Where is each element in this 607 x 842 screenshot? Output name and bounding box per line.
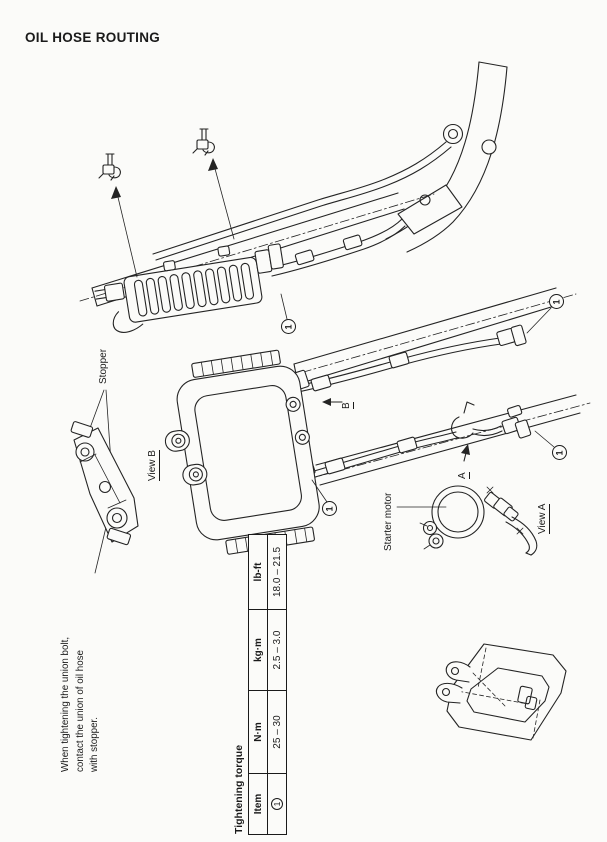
- view-a-label: View A: [537, 503, 548, 534]
- note-line: contact the union of oil hose: [74, 649, 86, 772]
- direction-a-label: A: [457, 472, 468, 479]
- bracket-drawing: [436, 644, 566, 740]
- view-b-label: View B: [147, 450, 158, 481]
- stopper-drawing: [71, 390, 138, 573]
- page-title: OIL HOSE ROUTING: [25, 30, 161, 45]
- torque-item-cell: 1: [268, 774, 287, 835]
- direction-b-arrow: [322, 398, 342, 406]
- starter-motor-label: Starter motor: [383, 492, 394, 551]
- pointer-arrow: [214, 165, 234, 239]
- union-bolt-note: [59, 637, 103, 772]
- direction-b-label: B: [341, 402, 352, 409]
- torque-table-row: [268, 535, 287, 835]
- cooler-assembly-drawing: [154, 288, 590, 561]
- torque-col-kgm: kg·m: [249, 610, 268, 691]
- torque-nm-cell: 25 – 30: [268, 691, 287, 774]
- torque-col-nm: N·m: [249, 691, 268, 774]
- torque-col-lbft: lb-ft: [249, 535, 268, 610]
- note-line: with stopper.: [89, 716, 101, 772]
- callout-1: 1: [549, 294, 564, 309]
- direction-a-arrow: [461, 444, 470, 461]
- hose-clamp-part: [193, 129, 214, 155]
- stopper-label: Stopper: [98, 348, 109, 384]
- callout-1: 1: [552, 445, 567, 460]
- torque-table-title: Tightening torque: [233, 744, 245, 834]
- torque-kgm-cell: 2.5 – 3.0: [268, 610, 287, 691]
- starter-motor-drawing: [397, 486, 537, 555]
- callout-1: 1: [322, 501, 337, 516]
- note-line: When tightening the union bolt,: [60, 636, 71, 772]
- hose-clamp-part: [99, 154, 120, 180]
- finned-cooler: [91, 238, 290, 336]
- tightening-torque-table: [233, 534, 287, 835]
- callout-1: 1: [281, 319, 296, 334]
- torque-lbft-cell: 18.0 – 21.5: [268, 535, 287, 610]
- frame-drawing: [80, 62, 507, 336]
- pointer-arrow: [117, 193, 137, 277]
- torque-col-item: Item: [249, 774, 268, 835]
